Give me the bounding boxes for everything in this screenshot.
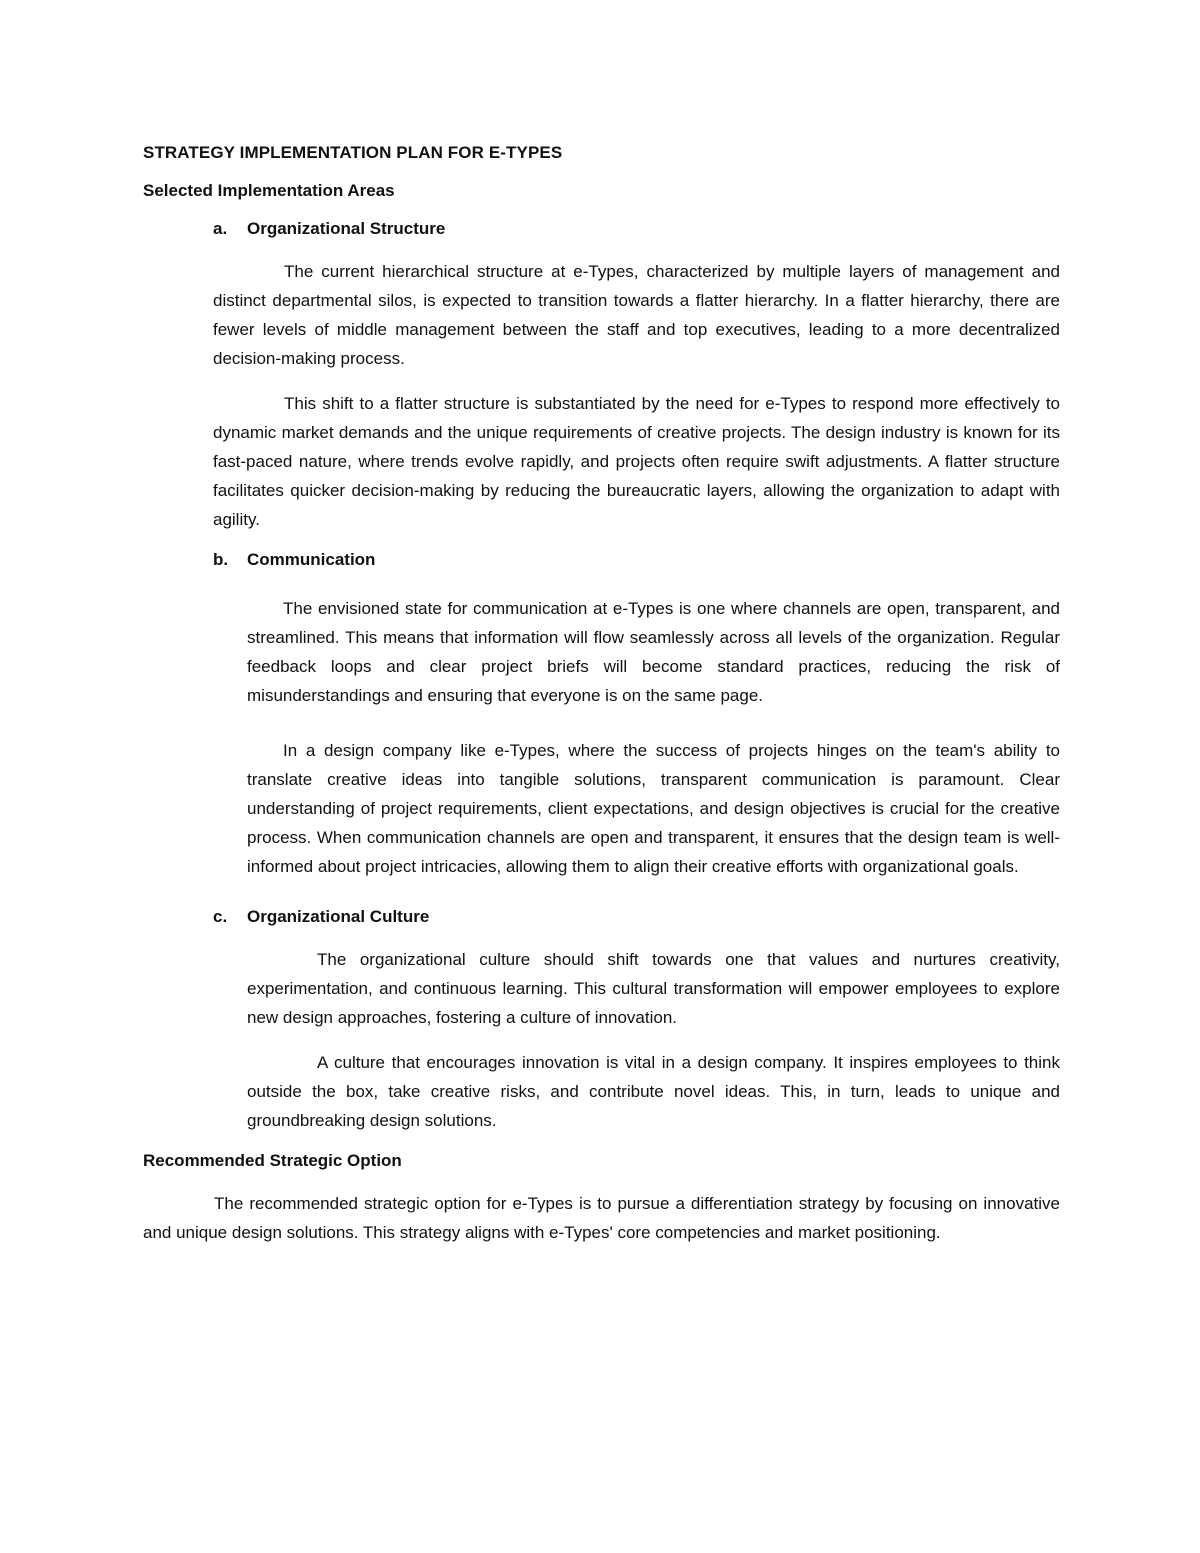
section-a-paragraph-1: The current hierarchical structure at e-Types, characterized by multiple layers of management and distinct departmental silos, is expected to transition towards a flatter hierarchy. In a flatter hierarchy, there are fewer levels of middle management between the staff and top executives, leading to a more decentralized decision-making process. (213, 262, 1060, 368)
section-b-heading (143, 550, 1060, 570)
section-a-title: Organizational Structure (247, 219, 446, 238)
section-a-paragraph-2: This shift to a flatter structure is substantiated by the need for e-Types to respond more effectively to dynamic market demands and the unique requirements of creative projects. The design industry is known for its fast-paced nature, where trends evolve rapidly, and projects often require swift adjustments. A flatter structure facilitates quicker decision-making by reducing the bureaucratic layers, allowing the organization to adapt with agility. (213, 394, 1060, 529)
section-b-paragraph-1: The envisioned state for communication at e-Types is one where channels are open, transparent, and streamlined. This means that information will flow seamlessly across all levels of the organization. Regular feedback loops and clear project briefs will become standard practices, reducing the risk of misunderstandings and ensuring that everyone is on the same page. (247, 599, 1060, 705)
document-title: STRATEGY IMPLEMENTATION PLAN FOR E-TYPES (143, 143, 563, 162)
selected-areas-heading: Selected Implementation Areas (143, 181, 395, 200)
spacer (143, 726, 1060, 736)
recommended-paragraph: The recommended strategic option for e-Types is to pursue a differentiation strategy by focusing on innovative and unique design solutions. This strategy aligns with e-Types' core competencies and market positioning. (143, 1194, 1060, 1242)
section-a-heading (143, 219, 1060, 239)
section-c-marker: c. (213, 907, 228, 926)
spacer (143, 897, 1060, 907)
section-c-heading (143, 907, 1060, 927)
section-b-paragraph-2: In a design company like e-Types, where the success of projects hinges on the team's ability to translate creative ideas into tangible solutions, transparent communication is paramount. Clear understanding of project requirements, client expectations, and design objectives is crucial for the creative process. When communication channels are open and transparent, it ensures that the design team is well-informed about project intricacies, allowing them to align their creative efforts with organizational goals. (247, 741, 1060, 876)
section-b-marker: b. (213, 550, 229, 569)
section-c-title: Organizational Culture (247, 907, 430, 926)
recommended-heading: Recommended Strategic Option (143, 1151, 402, 1170)
section-a-marker: a. (213, 219, 228, 238)
document-body (143, 143, 1060, 1263)
section-b-title: Communication (247, 550, 376, 569)
section-c-paragraph-1: The organizational culture should shift towards one that values and nurtures creativity, experimentation, and continuous learning. This cultural transformation will empower employees to explore new design approaches, fostering a culture of innovation. (247, 950, 1060, 1027)
section-c-paragraph-2: A culture that encourages innovation is vital in a design company. It inspires employees to think outside the box, take creative risks, and contribute novel ideas. This, in turn, leads to unique and groundbreaking design solutions. (247, 1053, 1060, 1130)
